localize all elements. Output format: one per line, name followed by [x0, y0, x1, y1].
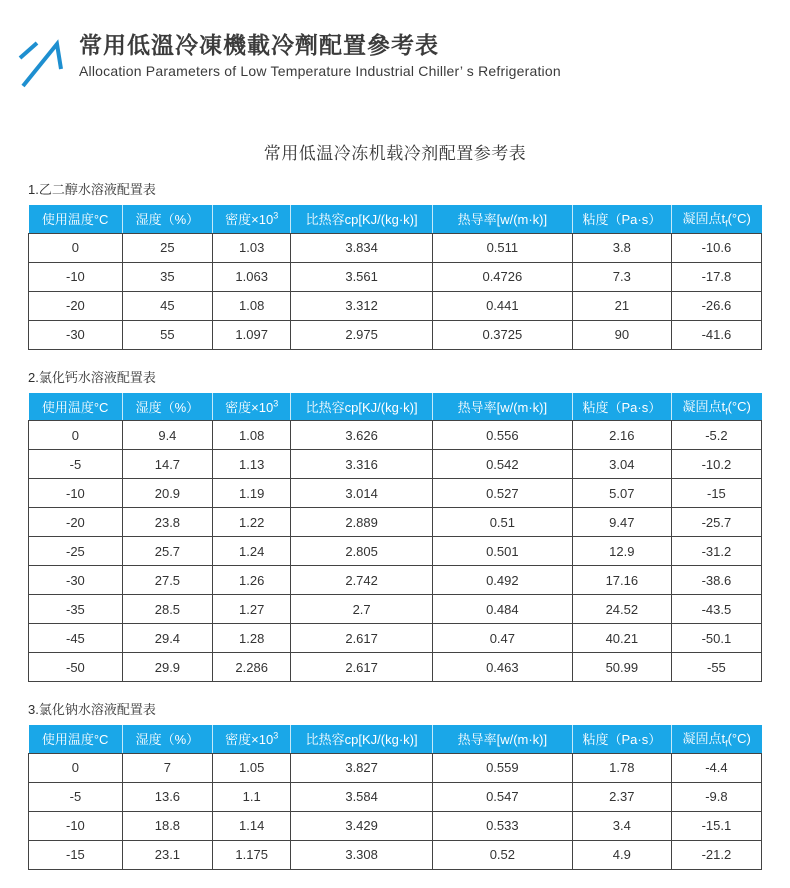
table-cell: -55	[671, 653, 761, 682]
table-row	[29, 782, 762, 811]
table-cell: 2.617	[291, 624, 432, 653]
table-cell: -31.2	[671, 537, 761, 566]
table-cell: 0.533	[432, 811, 572, 840]
table-cell: 2.975	[291, 320, 432, 349]
data-table	[28, 205, 762, 350]
table-row	[29, 479, 762, 508]
table-cell: 3.308	[291, 840, 432, 869]
tables-container	[0, 179, 790, 870]
table-cell: 0.501	[432, 537, 572, 566]
table-cell: 3.561	[291, 262, 432, 291]
table-cell: 0.51	[432, 508, 572, 537]
table-cell: -20	[29, 508, 123, 537]
table-row	[29, 421, 762, 450]
table-cell: -21.2	[671, 840, 761, 869]
table-cell: -25.7	[671, 508, 761, 537]
table-row	[29, 450, 762, 479]
table-cell: 17.16	[572, 566, 671, 595]
table-cell: 40.21	[572, 624, 671, 653]
table-row	[29, 624, 762, 653]
table-cell: 0.484	[432, 595, 572, 624]
data-table	[28, 393, 762, 683]
table-cell: 90	[572, 320, 671, 349]
table-cell: 2.889	[291, 508, 432, 537]
page-title: 常用低溫冷凍機載冷劑配置參考表	[79, 32, 439, 58]
table-row	[29, 595, 762, 624]
column-header: 热导率[w/(m·k)]	[432, 205, 572, 233]
table-row	[29, 753, 762, 782]
table-cell: 1.19	[212, 479, 290, 508]
table-cell: 9.4	[122, 421, 212, 450]
table-cell: 23.1	[122, 840, 212, 869]
table-cell: 0.47	[432, 624, 572, 653]
table-cell: 3.8	[572, 233, 671, 262]
column-header: 粘度（Pa·s）	[572, 393, 671, 421]
table-cell: 1.14	[212, 811, 290, 840]
column-header: 密度$\times 10^3$	[212, 725, 290, 753]
table-cell: 20.9	[122, 479, 212, 508]
table-cell: -43.5	[671, 595, 761, 624]
table-cell: -10.6	[671, 233, 761, 262]
table-cell: 3.4	[572, 811, 671, 840]
table-cell: -20	[29, 291, 123, 320]
column-header: 密度$\times 10^3$	[212, 393, 290, 421]
table-cell: 1.097	[212, 320, 290, 349]
column-header: 粘度（Pa·s）	[572, 725, 671, 753]
column-header: 热导率[w/(m·k)]	[432, 393, 572, 421]
table-cell: 2.37	[572, 782, 671, 811]
header-row	[29, 725, 762, 753]
table-cell: 14.7	[122, 450, 212, 479]
table-cell: -15.1	[671, 811, 761, 840]
table-cell: -15	[29, 840, 123, 869]
table-cell: 1.78	[572, 753, 671, 782]
table-cell: 3.316	[291, 450, 432, 479]
header-row	[29, 393, 762, 421]
table-row	[29, 811, 762, 840]
table-cell: 25.7	[122, 537, 212, 566]
table-cell: 1.22	[212, 508, 290, 537]
table-cell: 0	[29, 233, 123, 262]
table-cell: 1.24	[212, 537, 290, 566]
table-cell: -30	[29, 320, 123, 349]
table-row	[29, 291, 762, 320]
table-cell: 24.52	[572, 595, 671, 624]
table-cell: 0.527	[432, 479, 572, 508]
table-cell: -9.8	[671, 782, 761, 811]
table-section	[28, 367, 762, 683]
table-cell: 21	[572, 291, 671, 320]
column-header: 比热容cp[KJ/(kg·k)]	[291, 205, 432, 233]
table-cell: 0	[29, 753, 123, 782]
table-cell: 3.014	[291, 479, 432, 508]
table-cell: 2.16	[572, 421, 671, 450]
table-cell: 1.13	[212, 450, 290, 479]
table-row	[29, 508, 762, 537]
table-cell: -50.1	[671, 624, 761, 653]
column-header: 比热容cp[KJ/(kg·k)]	[291, 393, 432, 421]
table-cell: 0.547	[432, 782, 572, 811]
column-header: 密度$\times 10^3$	[212, 205, 290, 233]
page-subtitle: Allocation Parameters of Low Temperature Industrial Chiller’ s Refrigeration	[79, 63, 561, 79]
table-cell: 2.742	[291, 566, 432, 595]
section-label: 2.氯化钙水溶液配置表	[28, 369, 156, 385]
table-cell: -5	[29, 782, 123, 811]
table-cell: 27.5	[122, 566, 212, 595]
table-row	[29, 537, 762, 566]
table-cell: 4.9	[572, 840, 671, 869]
table-cell: -45	[29, 624, 123, 653]
table-cell: 0.52	[432, 840, 572, 869]
table-cell: 0.542	[432, 450, 572, 479]
column-header: 凝固点$t_f(^\circ C)$	[671, 725, 761, 753]
column-header: 使用温度°C	[29, 205, 123, 233]
section-label: 1.乙二醇水溶液配置表	[28, 182, 156, 197]
document-title: 常用低温冷冻机载冷剂配置参考表	[263, 144, 527, 163]
table-cell: 1.063	[212, 262, 290, 291]
table-cell: 9.47	[572, 508, 671, 537]
table-cell: 25	[122, 233, 212, 262]
table-cell: 1.03	[212, 233, 290, 262]
header-text	[79, 27, 561, 79]
column-header: 湿度（%）	[122, 725, 212, 753]
table-cell: 7.3	[572, 262, 671, 291]
table-cell: 1.08	[212, 291, 290, 320]
table-cell: 3.312	[291, 291, 432, 320]
table-cell: 5.07	[572, 479, 671, 508]
table-cell: 3.584	[291, 782, 432, 811]
table-cell: -41.6	[671, 320, 761, 349]
table-section	[28, 179, 762, 350]
table-cell: 3.827	[291, 753, 432, 782]
table-cell: -30	[29, 566, 123, 595]
table-cell: 45	[122, 291, 212, 320]
table-cell: -10	[29, 262, 123, 291]
table-cell: 3.04	[572, 450, 671, 479]
table-cell: -10	[29, 479, 123, 508]
table-cell: 35	[122, 262, 212, 291]
table-cell: 3.626	[291, 421, 432, 450]
table-cell: -50	[29, 653, 123, 682]
table-row	[29, 653, 762, 682]
table-section	[28, 699, 762, 870]
table-cell: -35	[29, 595, 123, 624]
header-row	[29, 205, 762, 233]
table-cell: 2.286	[212, 653, 290, 682]
table-row	[29, 566, 762, 595]
table-cell: -10.2	[671, 450, 761, 479]
table-cell: 29.4	[122, 624, 212, 653]
table-row	[29, 233, 762, 262]
table-cell: 3.429	[291, 811, 432, 840]
table-cell: 2.7	[291, 595, 432, 624]
column-header: 凝固点$t_f(^\circ C)$	[671, 205, 761, 233]
table-cell: 13.6	[122, 782, 212, 811]
table-cell: -10	[29, 811, 123, 840]
table-cell: 2.617	[291, 653, 432, 682]
column-header: 凝固点$t_f(^\circ C)$	[671, 393, 761, 421]
table-cell: 0.556	[432, 421, 572, 450]
table-cell: -17.8	[671, 262, 761, 291]
table-cell: 0.4726	[432, 262, 572, 291]
column-header: 比热容cp[KJ/(kg·k)]	[291, 725, 432, 753]
table-row	[29, 320, 762, 349]
table-cell: 0.559	[432, 753, 572, 782]
table-cell: 0.3725	[432, 320, 572, 349]
data-table	[28, 725, 762, 870]
table-cell: 1.175	[212, 840, 290, 869]
table-cell: 2.805	[291, 537, 432, 566]
table-cell: 18.8	[122, 811, 212, 840]
column-header: 湿度（%）	[122, 205, 212, 233]
column-header: 湿度（%）	[122, 393, 212, 421]
table-cell: 0	[29, 421, 123, 450]
table-cell: -4.4	[671, 753, 761, 782]
table-cell: -26.6	[671, 291, 761, 320]
table-cell: 0.463	[432, 653, 572, 682]
table-cell: 1.28	[212, 624, 290, 653]
table-cell: -25	[29, 537, 123, 566]
page-header	[0, 0, 790, 94]
table-cell: 28.5	[122, 595, 212, 624]
table-cell: 1.05	[212, 753, 290, 782]
table-cell: 1.27	[212, 595, 290, 624]
column-header: 粘度（Pa·s）	[572, 205, 671, 233]
table-cell: 23.8	[122, 508, 212, 537]
table-cell: -15	[671, 479, 761, 508]
table-cell: 50.99	[572, 653, 671, 682]
column-header: 使用温度°C	[29, 725, 123, 753]
column-header: 热导率[w/(m·k)]	[432, 725, 572, 753]
table-cell: 3.834	[291, 233, 432, 262]
table-cell: 0.492	[432, 566, 572, 595]
table-cell: 0.441	[432, 291, 572, 320]
arrow-up-right-icon	[16, 31, 66, 94]
section-label: 3.氯化钠水溶液配置表	[28, 702, 156, 717]
table-cell: 1.1	[212, 782, 290, 811]
table-cell: -5.2	[671, 421, 761, 450]
table-cell: -38.6	[671, 566, 761, 595]
table-cell: 1.08	[212, 421, 290, 450]
table-cell: -5	[29, 450, 123, 479]
table-cell: 7	[122, 753, 212, 782]
table-row	[29, 840, 762, 869]
table-cell: 29.9	[122, 653, 212, 682]
table-cell: 1.26	[212, 566, 290, 595]
table-cell: 12.9	[572, 537, 671, 566]
table-cell: 55	[122, 320, 212, 349]
column-header: 使用温度°C	[29, 393, 123, 421]
table-cell: 0.511	[432, 233, 572, 262]
table-row	[29, 262, 762, 291]
